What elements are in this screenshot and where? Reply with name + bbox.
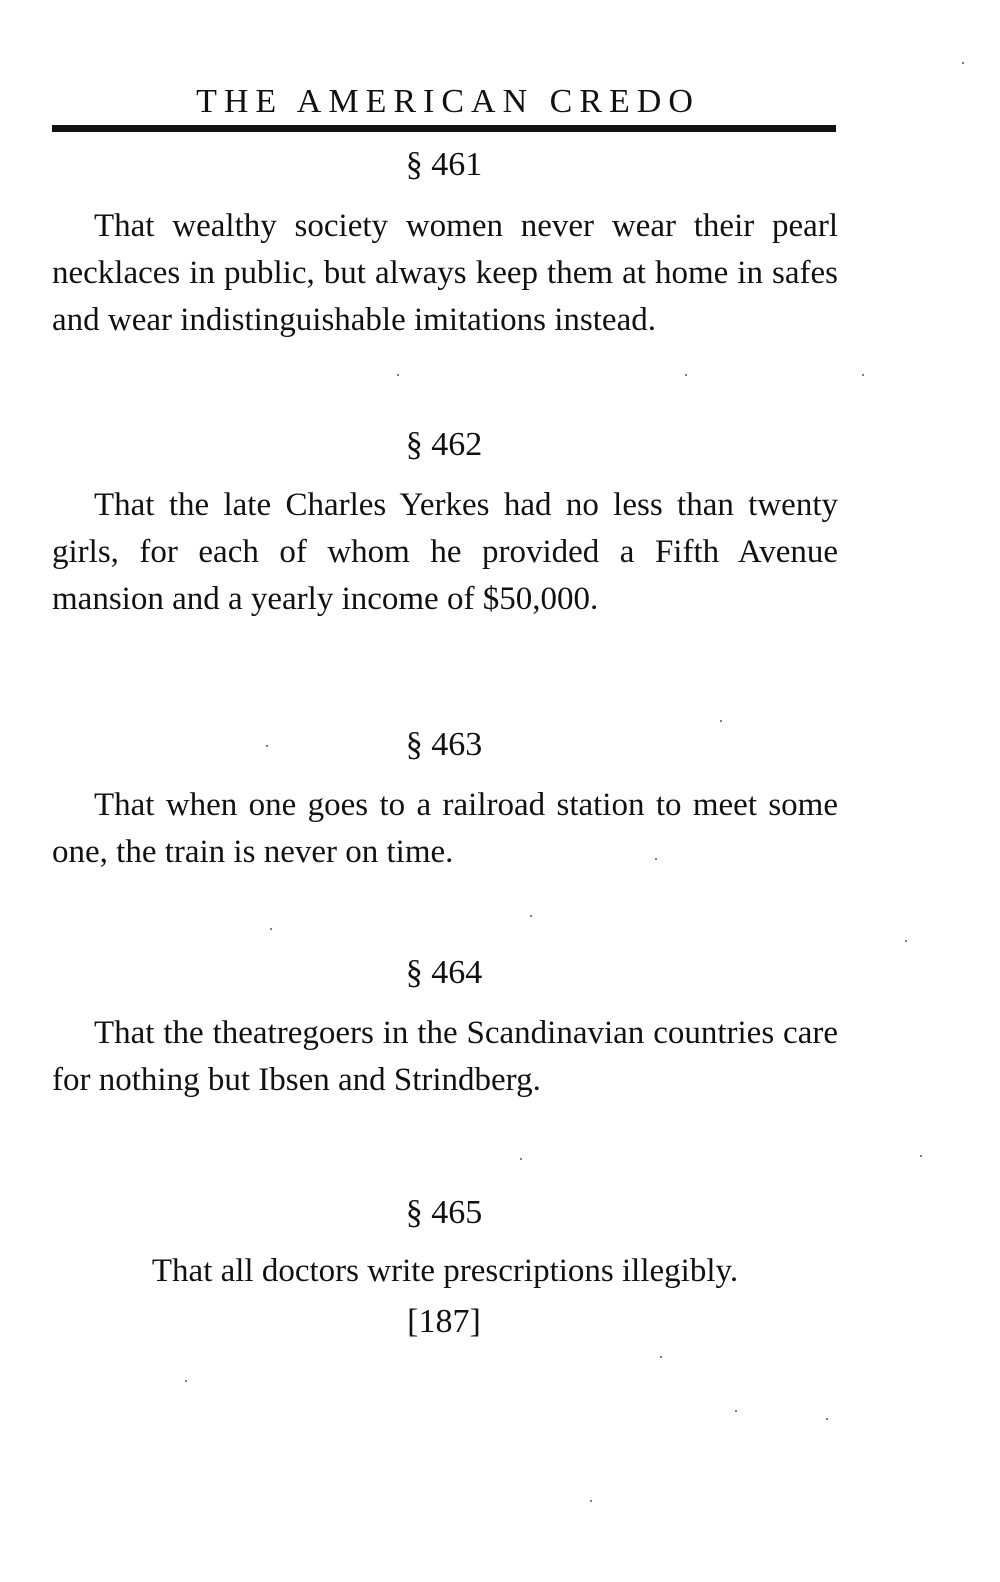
scan-speck <box>720 720 722 722</box>
scan-speck <box>590 1500 592 1502</box>
scan-speck <box>735 1410 737 1412</box>
scan-speck <box>826 1418 828 1420</box>
section-text: That when one goes to a railroad station to meet some one, the train is never on time. <box>52 787 838 870</box>
scan-speck <box>920 1155 922 1157</box>
scan-speck <box>862 374 864 376</box>
header-rule <box>52 125 836 132</box>
running-head: THE AMERICAN CREDO <box>196 83 700 120</box>
scan-speck <box>962 62 964 64</box>
section-number: § 463 <box>405 726 483 763</box>
section-number: § 461 <box>405 146 483 183</box>
scan-speck <box>905 940 907 942</box>
section-text: That wealthy society women never wear their pearl necklaces in public, but always keep them at home in safes and wear indistinguishable imitations instead. <box>52 208 838 338</box>
scan-speck <box>266 745 268 747</box>
scan-speck <box>530 915 532 917</box>
section-text: That the late Charles Yerkes had no less than twenty girls, for each of whom he provided a Fifth Avenue mansion and a yearly income of $50,000. <box>52 487 838 617</box>
scan-speck <box>270 928 272 930</box>
section-text: That all doctors write prescriptions illegibly. <box>151 1253 739 1289</box>
scan-speck <box>685 374 687 376</box>
section-number: § 464 <box>405 954 483 991</box>
section-number: § 465 <box>405 1194 483 1231</box>
scan-speck <box>655 858 657 860</box>
section-number: § 462 <box>405 426 483 463</box>
scan-speck <box>520 1158 522 1160</box>
section-text: That the theatregoers in the Scandinavian countries care for nothing but Ibsen and Strindberg. <box>52 1015 838 1098</box>
scan-speck <box>660 1356 662 1358</box>
page-number: [187] <box>407 1303 481 1340</box>
scan-speck <box>397 374 399 376</box>
scan-speck <box>185 1380 187 1382</box>
